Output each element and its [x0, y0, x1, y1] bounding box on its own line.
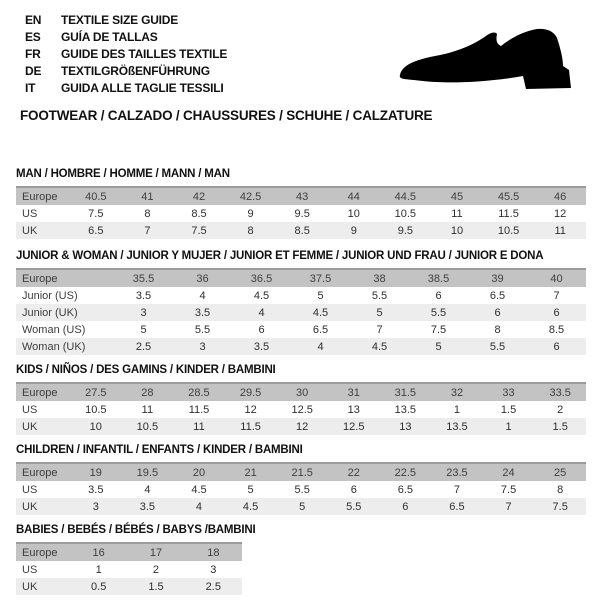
legend-label: TEXTILE SIZE GUIDE [61, 13, 179, 27]
size-cell: 32 [450, 386, 464, 399]
size-cell: 5.5 [489, 340, 506, 353]
size-cell: 1 [95, 563, 102, 576]
size-cell: 6 [553, 340, 560, 353]
size-cell: 1 [505, 420, 512, 433]
size-cell: 39 [491, 272, 504, 285]
size-cell: 42 [192, 190, 206, 203]
size-cell: 1.5 [148, 580, 164, 593]
size-table-junior-woman [16, 268, 586, 355]
size-cell: 1.5 [552, 420, 568, 433]
table-row [16, 383, 586, 401]
table-row [16, 498, 586, 515]
size-cell: 5 [435, 340, 442, 353]
size-cell: 10.5 [85, 403, 107, 416]
size-cell: 8 [557, 483, 564, 496]
table-row [16, 338, 586, 355]
size-cell: 16 [92, 546, 105, 559]
row-label: UK [22, 500, 38, 513]
size-section-babies [16, 524, 255, 595]
size-cell: 4.5 [253, 289, 270, 302]
size-cell: 10 [450, 224, 464, 237]
size-cell: 7.5 [191, 224, 207, 237]
size-cell: 33 [502, 386, 515, 399]
size-cell: 3.5 [194, 306, 211, 319]
size-cell: 6.5 [449, 500, 465, 513]
row-label: Europe [22, 190, 58, 203]
size-cell: 11 [193, 420, 205, 433]
row-label: UK [22, 580, 38, 593]
size-cell: 40 [550, 272, 563, 285]
size-cell: 6 [553, 306, 560, 319]
legend-label: GUÍA DE TALLAS [61, 30, 158, 44]
size-cell: 4.5 [191, 483, 207, 496]
size-cell: 37.5 [309, 272, 332, 285]
size-cell: 7 [453, 483, 461, 496]
size-cell: 2.5 [205, 580, 221, 593]
size-cell: 3.5 [135, 289, 152, 302]
size-cell: 25 [554, 466, 567, 479]
size-cell: 5 [247, 483, 254, 496]
size-cell: 45 [450, 190, 464, 203]
legend-code: IT [25, 81, 36, 95]
section-title: JUNIOR & WOMAN / JUNIOR Y MUJER / JUNIOR ET FEMME / JUNIOR UND FRAU / JUNIOR E DONA [16, 250, 544, 262]
size-cell: 9 [350, 224, 357, 237]
size-cell: 11.5 [188, 403, 210, 416]
size-cell: 36 [196, 272, 209, 285]
table-row [16, 205, 586, 222]
size-cell: 9 [247, 207, 254, 220]
size-cell: 29.5 [239, 386, 262, 399]
size-cell: 19 [89, 466, 102, 479]
legend-row-it [25, 80, 227, 97]
size-cell: 11.5 [240, 420, 261, 433]
size-section-kids [16, 364, 586, 435]
size-table-babies [16, 542, 242, 595]
legend-label: GUIDA ALLE TAGLIE TESSILI [61, 81, 224, 95]
table-row [16, 321, 586, 338]
size-cell: 5 [317, 289, 324, 302]
size-cell: 4 [199, 289, 206, 302]
legend-row-en [25, 12, 227, 29]
size-cell: 6.5 [312, 323, 329, 336]
size-cell: 38 [373, 272, 386, 285]
size-section-man [16, 168, 586, 239]
size-cell: 19.5 [136, 466, 159, 479]
size-cell: 21.5 [291, 466, 313, 479]
size-cell: 9.5 [294, 207, 310, 220]
row-label: US [22, 563, 38, 576]
legend-code: FR [25, 47, 41, 61]
size-cell: 3 [140, 306, 147, 319]
size-cell: 4.5 [371, 340, 388, 353]
row-label: Europe [22, 272, 58, 285]
size-cell: 8 [494, 323, 501, 336]
row-label: UK [22, 224, 38, 237]
size-cell: 6 [258, 323, 265, 336]
size-table-man [16, 186, 586, 239]
size-cell: 7 [505, 500, 512, 513]
size-cell: 5 [299, 500, 306, 513]
dress-shoe-icon [393, 18, 578, 103]
size-cell: 5.5 [294, 483, 310, 496]
size-cell: 10.5 [136, 420, 159, 433]
size-cell: 7 [144, 224, 151, 237]
table-row [16, 187, 586, 205]
size-cell: 7.5 [88, 207, 104, 220]
size-cell: 33.5 [549, 386, 571, 399]
size-cell: 6 [402, 500, 409, 513]
table-row [16, 287, 586, 304]
table-row [16, 463, 586, 481]
size-cell: 11 [451, 207, 463, 220]
size-cell: 45.5 [497, 190, 520, 203]
legend-code: DE [25, 64, 42, 78]
page-title: FOOTWEAR / CALZADO / CHAUSSURES / SCHUHE / CALZATURE [20, 108, 433, 123]
size-cell: 5.5 [346, 500, 362, 513]
size-cell: 10 [347, 207, 360, 220]
size-table-kids [16, 382, 586, 435]
table-row [16, 304, 586, 321]
size-cell: 4.5 [242, 500, 259, 513]
size-cell: 23.5 [446, 466, 468, 479]
size-cell: 6 [494, 306, 501, 319]
size-cell: 28 [141, 386, 154, 399]
legend-row-es [25, 29, 227, 46]
section-title: CHILDREN / INFANTIL / ENFANTS / KINDER / BAMBINI [16, 444, 303, 456]
size-cell: 5.5 [194, 323, 211, 336]
size-cell: 10.5 [497, 224, 520, 237]
size-cell: 8.5 [548, 323, 565, 336]
size-cell: 3 [92, 500, 99, 513]
row-label: Europe [22, 386, 58, 399]
size-cell: 6.5 [88, 224, 104, 237]
size-cell: 3.5 [253, 340, 270, 353]
table-row [16, 578, 242, 595]
size-cell: 3 [210, 563, 217, 576]
language-legend [25, 12, 227, 97]
size-cell: 35.5 [132, 272, 155, 285]
size-cell: 1.5 [500, 403, 517, 416]
table-row [16, 418, 586, 435]
size-cell: 22.5 [394, 466, 417, 479]
size-cell: 30 [296, 386, 309, 399]
row-label: UK [22, 420, 38, 433]
size-cell: 18 [207, 546, 220, 559]
size-cell: 2 [152, 563, 160, 576]
size-cell: 40.5 [85, 190, 107, 203]
size-cell: 12.5 [291, 403, 313, 416]
row-label: Europe [22, 466, 58, 479]
legend-row-de [25, 63, 227, 80]
table-row [16, 222, 586, 239]
legend-code: EN [25, 13, 42, 27]
size-cell: 9.5 [397, 224, 413, 237]
size-cell: 46 [554, 190, 567, 203]
size-cell: 5 [376, 306, 383, 319]
size-cell: 13 [399, 420, 412, 433]
size-cell: 7.5 [500, 483, 517, 496]
size-cell: 7.5 [430, 323, 447, 336]
size-cell: 5.5 [371, 289, 388, 302]
size-cell: 2 [557, 403, 564, 416]
size-cell: 6 [435, 289, 442, 302]
size-cell: 4.5 [312, 306, 329, 319]
size-cell: 21 [244, 466, 257, 479]
size-cell: 12.5 [343, 420, 365, 433]
size-cell: 28.5 [188, 386, 210, 399]
size-cell: 8 [144, 207, 151, 220]
size-cell: 2.5 [135, 340, 152, 353]
size-section-junior-woman [16, 250, 586, 355]
size-cell: 5 [140, 323, 147, 336]
size-cell: 13.5 [394, 403, 417, 416]
row-label: Woman (UK) [22, 340, 86, 353]
size-cell: 20 [192, 466, 206, 479]
section-title: MAN / HOMBRE / HOMME / MANN / MAN [16, 168, 230, 180]
section-title: KIDS / NIÑOS / DES GAMINS / KINDER / BAMBINI [16, 364, 276, 376]
size-cell: 17 [149, 546, 163, 559]
row-label: Junior (US) [22, 289, 78, 302]
size-cell: 7 [553, 289, 560, 302]
size-cell: 1 [453, 403, 461, 416]
size-cell: 22 [347, 466, 360, 479]
size-cell: 41 [141, 190, 154, 203]
size-cell: 12 [244, 403, 257, 416]
size-cell: 11 [554, 224, 566, 237]
size-cell: 31.5 [394, 386, 417, 399]
size-cell: 27.5 [85, 386, 107, 399]
table-row [16, 481, 586, 498]
size-cell: 24 [502, 466, 515, 479]
size-cell: 5.5 [430, 306, 447, 319]
row-label: US [22, 483, 38, 496]
size-cell: 44.5 [394, 190, 417, 203]
size-cell: 10.5 [394, 207, 417, 220]
size-cell: 12 [296, 420, 309, 433]
size-cell: 12 [554, 207, 567, 220]
legend-label: GUIDE DES TAILLES TEXTILE [61, 47, 228, 61]
row-label: US [22, 207, 38, 220]
size-cell: 10 [89, 420, 102, 433]
size-cell: 7.5 [552, 500, 568, 513]
size-cell: 13 [347, 403, 360, 416]
size-cell: 38.5 [427, 272, 450, 285]
size-cell: 11 [141, 403, 154, 416]
table-row [16, 561, 242, 578]
table-row [16, 401, 586, 418]
size-cell: 4 [195, 500, 203, 513]
size-cell: 6.5 [397, 483, 413, 496]
size-cell: 36.5 [250, 272, 273, 285]
legend-row-fr [25, 46, 227, 63]
size-cell: 44 [347, 190, 360, 203]
size-cell: 3.5 [88, 483, 104, 496]
size-cell: 4 [317, 340, 324, 353]
size-cell: 0.5 [91, 580, 107, 593]
size-cell: 13.5 [446, 420, 468, 433]
size-cell: 8.5 [294, 224, 310, 237]
size-cell: 8 [247, 224, 254, 237]
size-cell: 3.5 [139, 500, 156, 513]
size-cell: 43 [296, 190, 309, 203]
size-cell: 3 [199, 340, 206, 353]
size-cell: 4 [144, 483, 151, 496]
table-row [16, 543, 242, 561]
size-section-children [16, 444, 586, 515]
size-cell: 6.5 [489, 289, 506, 302]
size-cell: 8.5 [191, 207, 207, 220]
legend-code: ES [25, 30, 41, 44]
table-row [16, 269, 586, 287]
size-cell: 6 [350, 483, 357, 496]
row-label: Junior (UK) [22, 306, 78, 319]
legend-label: TEXTILGRÖßENFÜHRUNG [61, 64, 210, 78]
size-cell: 7 [376, 323, 383, 336]
size-cell: 4 [258, 306, 265, 319]
size-table-children [16, 462, 586, 515]
row-label: Woman (US) [22, 323, 86, 336]
size-cell: 31 [347, 386, 360, 399]
size-cell: 42.5 [239, 190, 262, 203]
section-title: BABIES / BEBÉS / BÉBÉS / BABYS /BAMBINI [16, 524, 256, 536]
row-label: Europe [22, 546, 58, 559]
size-cell: 11.5 [498, 207, 519, 220]
row-label: US [22, 403, 38, 416]
